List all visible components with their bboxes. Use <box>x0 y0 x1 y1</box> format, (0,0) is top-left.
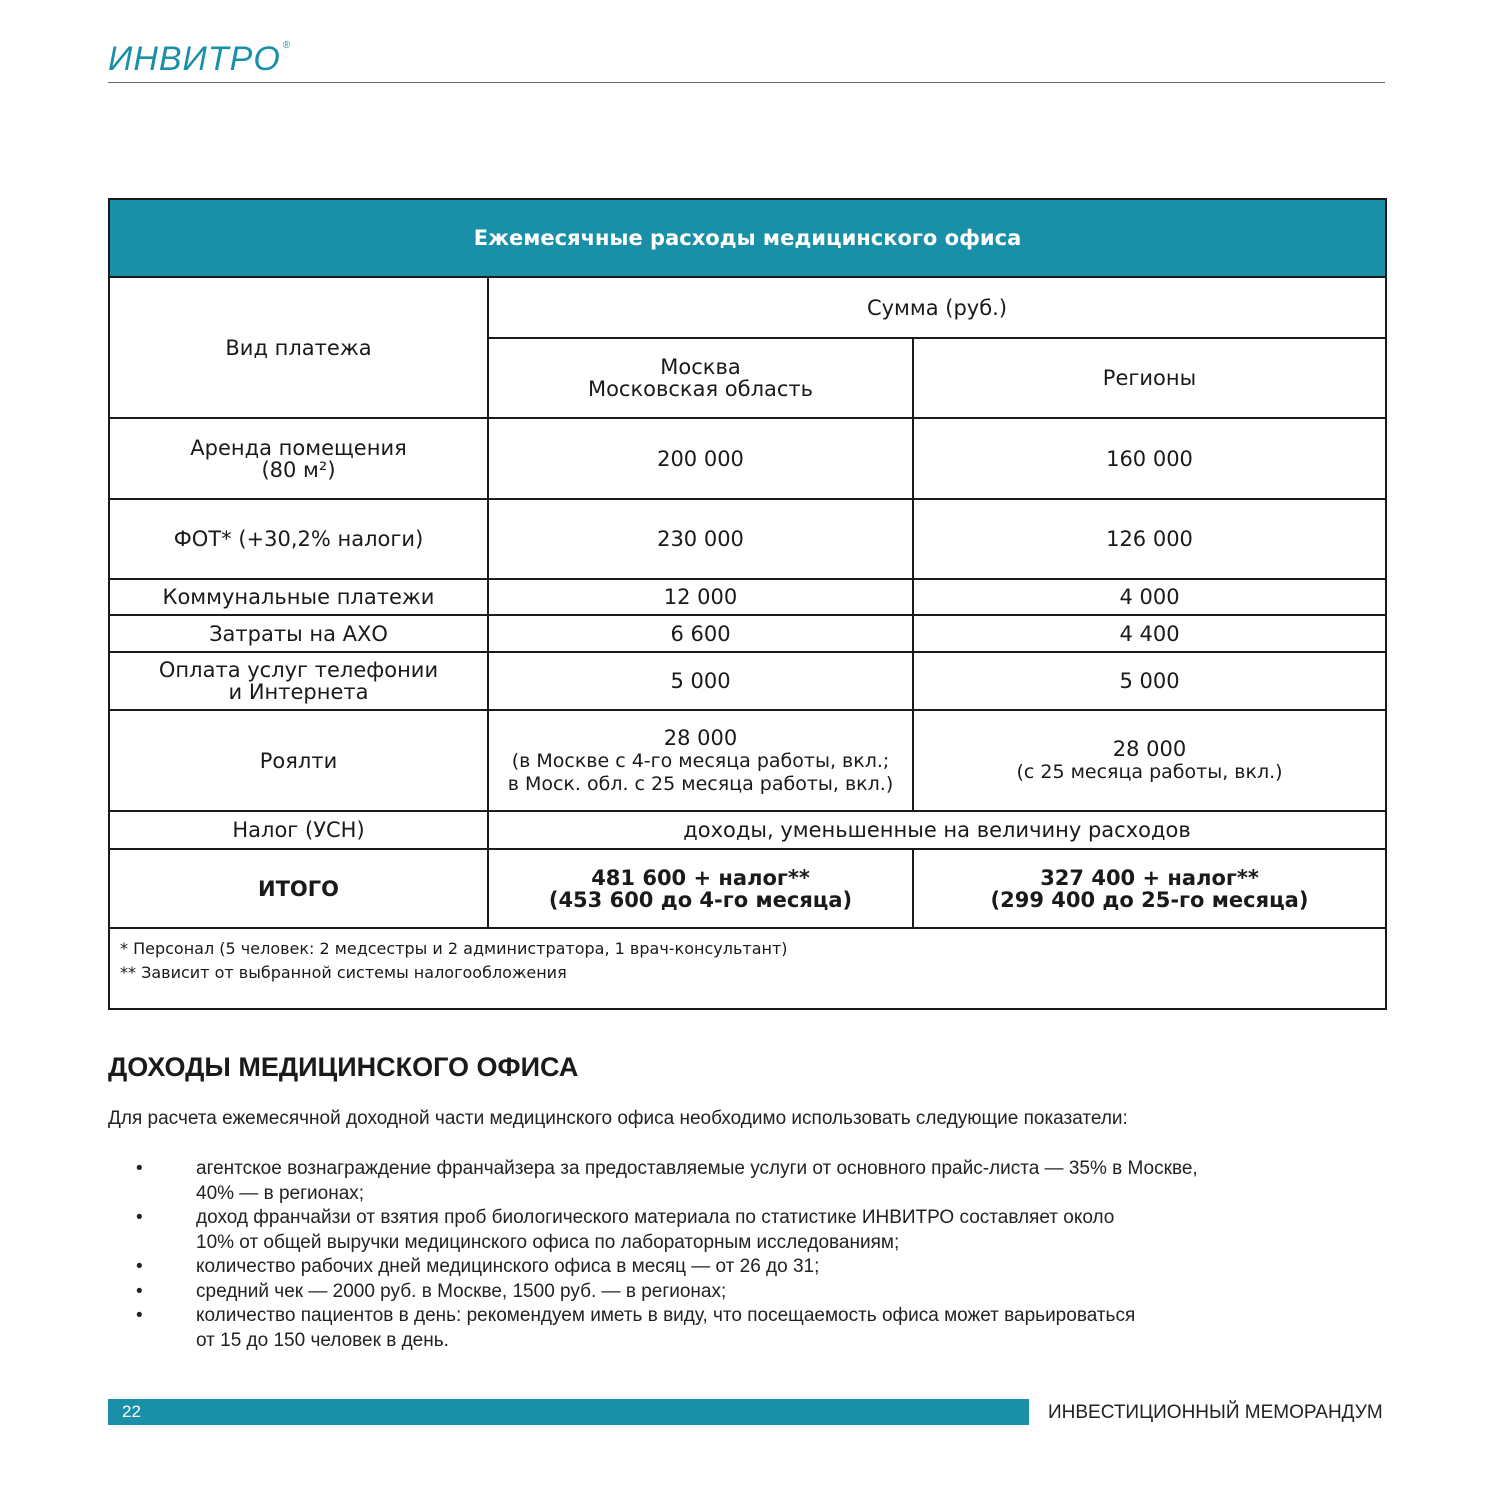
row-regions-value: 160 000 <box>913 418 1386 499</box>
page-number: 22 <box>122 1402 141 1421</box>
monthly-expenses-table <box>108 198 1387 1010</box>
row-label <box>109 652 488 710</box>
header-moscow-line2: Московская область <box>587 377 814 401</box>
total-moscow-line1: 481 600 + налог** <box>591 865 810 890</box>
royalty-moscow-note1: (в Москве с 4-го месяца работы, вкл.; <box>511 749 890 772</box>
table-row <box>109 499 1386 579</box>
footnote-staff: * Персонал (5 человек: 2 медсестры и 2 администратора, 1 врач-консультант) <box>120 939 788 958</box>
table-row <box>109 418 1386 499</box>
bullet-icon: • <box>136 1158 143 1179</box>
row-regions-value: 126 000 <box>913 499 1386 579</box>
row-label: Затраты на АХО <box>109 615 488 652</box>
royalty-moscow-amount: 28 000 <box>663 725 738 750</box>
royalty-regions-note: (с 25 месяца работы, вкл.) <box>1016 761 1283 783</box>
row-moscow-value: 230 000 <box>488 499 913 579</box>
table-row <box>109 579 1386 615</box>
row-label: Коммунальные платежи <box>109 579 488 615</box>
row-moscow-value: 200 000 <box>488 418 913 499</box>
row-label-line2: (80 м²) <box>261 457 336 482</box>
list-item-text: агентское вознаграждение франчайзера за предоставляемые услуги от основного прайс-листа — 35% в Москве, <box>196 1158 1198 1179</box>
income-indicators-list <box>108 1157 1388 1353</box>
footnote-tax: ** Зависит от выбранной системы налогообложения <box>120 963 567 982</box>
row-regions-value: 4 000 <box>913 579 1386 615</box>
footer-bar <box>108 1399 1029 1425</box>
row-regions-value <box>913 710 1386 811</box>
header-moscow-line1: Москва <box>660 355 741 379</box>
table-row <box>109 710 1386 811</box>
registered-mark: ® <box>282 40 292 51</box>
tax-row <box>109 811 1386 849</box>
bullet-icon: • <box>136 1207 143 1228</box>
list-item <box>108 1255 1388 1280</box>
logo-text: ИНВИТРО <box>108 40 281 78</box>
header-sum: Сумма (руб.) <box>488 277 1386 338</box>
bullet-icon: • <box>136 1256 143 1277</box>
row-moscow-value: 12 000 <box>488 579 913 615</box>
list-item <box>108 1157 1388 1206</box>
table-row <box>109 652 1386 710</box>
total-label: ИТОГО <box>109 849 488 928</box>
row-label-line1: Оплата услуг телефонии <box>158 658 439 682</box>
row-label: Роялти <box>109 710 488 811</box>
total-regions <box>913 849 1386 928</box>
row-regions-value: 4 400 <box>913 615 1386 652</box>
list-item-text: средний чек — 2000 руб. в Москве, 1500 руб. — в регионах; <box>196 1280 727 1302</box>
bullet-icon: • <box>136 1305 143 1326</box>
row-moscow-value: 6 600 <box>488 615 913 652</box>
row-moscow-value: 5 000 <box>488 652 913 710</box>
row-label: ФОТ* (+30,2% налоги) <box>109 499 488 579</box>
tax-value: доходы, уменьшенные на величину расходов <box>488 811 1386 849</box>
total-moscow <box>488 849 913 928</box>
list-item <box>108 1206 1388 1255</box>
header-regions: Регионы <box>913 338 1386 418</box>
list-item-text-cont: 40% — в регионах; <box>196 1182 365 1204</box>
list-item <box>108 1304 1388 1353</box>
total-row <box>109 849 1386 928</box>
footer-doc-title: ИНВЕСТИЦИОННЫЙ МЕМОРАНДУМ <box>1048 1402 1383 1423</box>
row-moscow-value <box>488 710 913 811</box>
row-label <box>109 418 488 499</box>
table-footnotes <box>109 928 1386 1009</box>
row-regions-value: 5 000 <box>913 652 1386 710</box>
row-label-line2: и Интернета <box>228 680 369 704</box>
table-row <box>109 615 1386 652</box>
royalty-regions-amount: 28 000 <box>1112 737 1187 761</box>
invitro-logo <box>108 40 291 79</box>
list-item-text-cont: 10% от общей выручки медицинского офиса по лабораторным исследованиям; <box>196 1231 900 1253</box>
header-divider <box>108 82 1385 83</box>
list-item-text: количество пациентов в день: рекомендуем иметь в виду, что посещаемость офиса может варьироваться <box>196 1305 1136 1326</box>
row-label-line1: Аренда помещения <box>190 435 407 460</box>
list-item-text-cont: от 15 до 150 человек в день. <box>196 1329 449 1351</box>
royalty-moscow-note2: в Моск. обл. с 25 месяца работы, вкл.) <box>507 772 894 795</box>
tax-label: Налог (УСН) <box>109 811 488 849</box>
list-item <box>108 1280 1388 1305</box>
header-moscow <box>488 338 913 418</box>
total-regions-line2: (299 400 до 25-го месяца) <box>990 887 1309 912</box>
income-intro: Для расчета ежемесячной доходной части медицинского офиса необходимо использовать следующие показатели: <box>108 1108 1128 1129</box>
bullet-icon: • <box>136 1280 143 1302</box>
table-title: Ежемесячные расходы медицинского офиса <box>109 199 1386 277</box>
income-section-title: ДОХОДЫ МЕДИЦИНСКОГО ОФИСА <box>108 1052 579 1082</box>
header-payment-type: Вид платежа <box>109 277 488 418</box>
list-item-text: количество рабочих дней медицинского офиса в месяц — от 26 до 31; <box>196 1256 820 1277</box>
list-item-text: доход франчайзи от взятия проб биологического материала по статистике ИНВИТРО составляет около <box>196 1207 1115 1228</box>
total-moscow-line2: (453 600 до 4-го месяца) <box>548 887 853 912</box>
total-regions-line1: 327 400 + налог** <box>1040 865 1259 890</box>
